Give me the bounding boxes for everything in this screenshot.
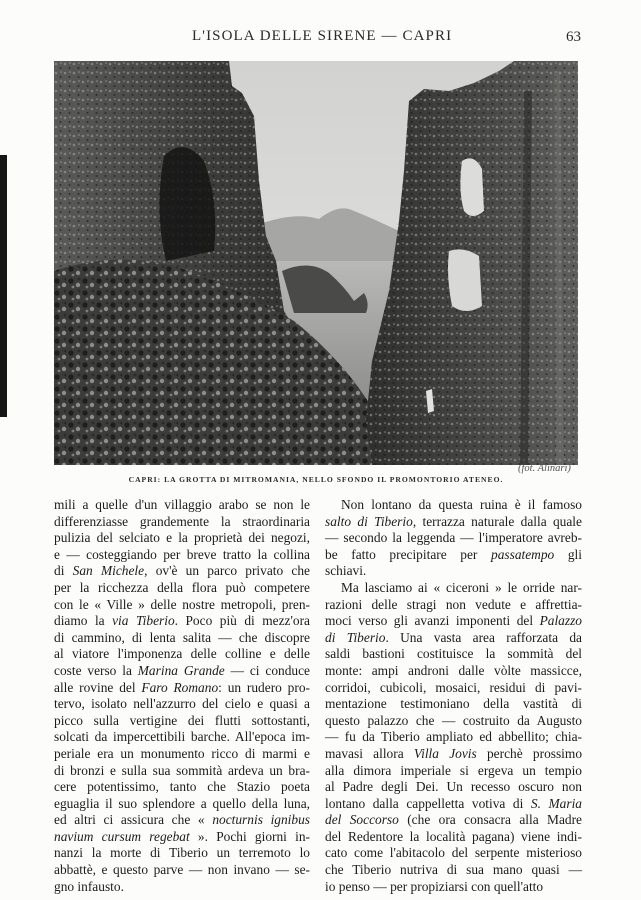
text-line: diamo la via Tiberio. Poco più di mezz'ora xyxy=(54,613,310,629)
running-head xyxy=(0,28,641,48)
text-line: cere potentissimo, tanto che Stazio poeta xyxy=(54,779,310,795)
italic-text: del Soccorso xyxy=(325,812,399,828)
text-line: solcati da impercettibili barche. All'epoca im- xyxy=(54,729,310,745)
text-line: gno infausto. xyxy=(54,878,124,894)
photograph xyxy=(54,61,578,465)
text-line: Non lontano da questa ruina è il famoso xyxy=(341,497,582,512)
italic-text: di Tiberio xyxy=(325,629,386,645)
text-line: del Redentore la località pagana) viene indi- xyxy=(325,828,582,844)
text-line: abbattè, e questo parve — non invano — se- xyxy=(54,862,310,878)
text-line: differenziasse grandemente la straordinaria xyxy=(54,513,310,529)
text-column-right xyxy=(325,497,582,895)
text-line: monte: ampi androni dalle vòlte massicce, xyxy=(325,662,582,678)
italic-text: San Michele xyxy=(72,563,145,579)
text-line: be fatto precipitare per passatempo gli xyxy=(325,546,582,562)
text-column-left xyxy=(54,497,310,895)
text-line: con le « Ville » delle nostre metropoli, pren- xyxy=(54,596,310,612)
text-line: di bronzi e sulla sua sommità ardeva un bra- xyxy=(54,762,310,778)
text-line: periale era un monumento ricco di marmi e xyxy=(54,745,310,761)
text-line: — secondo la leggenda — l'imperatore avreb- xyxy=(325,530,582,546)
text-line: tervo, isolato nell'azzurro del cielo e quasi a xyxy=(54,696,310,712)
paragraph xyxy=(325,580,582,895)
previous-page-edge xyxy=(0,155,7,417)
page-number: 63 xyxy=(566,29,581,45)
italic-text: nocturnis ignibus xyxy=(212,812,311,828)
figure-caption: CAPRI: LA GROTTA DI MITROMANIA, NELLO SFONDO IL PROMONTORIO ATENEO. xyxy=(128,475,504,484)
text-line: questo palazzo che — costruito da Augusto xyxy=(325,712,582,728)
paragraph xyxy=(325,497,582,580)
text-line: del Soccorso (che ora consacra alla Madre xyxy=(325,812,582,828)
italic-text: navium cursum regebat xyxy=(54,828,190,844)
text-line: schiavi. xyxy=(325,563,367,579)
photo-credit: (fot. Alinari) xyxy=(518,463,571,474)
text-line: coste verso la Marina Grande — ci conduce xyxy=(54,662,310,678)
text-line: mavasi allora Villa Jovis perchè prossimo xyxy=(325,745,583,761)
text-line: nanzi la morte di Tiberio un terremoto lo xyxy=(54,845,310,861)
text-line: e — costeggiando per breve tratto la collina xyxy=(54,546,310,562)
text-line: ed altri ci assicura che « nocturnis ignibus xyxy=(54,812,311,828)
italic-text: Faro Romano xyxy=(141,679,219,695)
text-line: picco sulla vertigine dei flutti sottostanti, xyxy=(54,712,310,728)
text-line: corridoi, cubicoli, mosaici, residui di pavi- xyxy=(325,679,582,695)
text-line: di Tiberio. Una vasta area rafforzata da xyxy=(325,629,582,645)
paragraph xyxy=(54,497,310,895)
text-line: — fu da Tiberio ampliato ed abbellito; chia- xyxy=(325,729,582,745)
italic-text: salto di Tiberio xyxy=(325,513,413,529)
italic-text: Villa Jovis xyxy=(413,745,477,761)
text-line: alla dimora imperiale si ergeva un tempio xyxy=(325,762,582,778)
text-line: salto di Tiberio, terrazza naturale dalla quale xyxy=(325,513,582,529)
text-line: per la ricchezza della flora può competere xyxy=(54,579,310,595)
text-line: al Padre degli Dei. Un recesso oscuro non xyxy=(325,779,582,795)
text-line: di San Michele, ov'è un parco privato che xyxy=(54,563,311,579)
text-line: lontano dalla cappelletta votiva di S. Maria xyxy=(325,795,582,811)
text-line: io penso — per propiziarsi con quell'atto xyxy=(325,878,544,894)
text-line: moci verso gli avanzi imponenti del Palazzo xyxy=(325,613,582,629)
text-line: navium cursum regebat ». Pochi giorni in- xyxy=(54,828,310,844)
text-line: Ma lasciamo ai « ciceroni » le orride nar- xyxy=(341,579,582,595)
text-line: saldi bastioni costituisce la sommità del xyxy=(325,646,582,662)
italic-text: via Tiberio xyxy=(112,613,175,629)
text-line: di cammino, di lenta salita — che discopre xyxy=(54,629,310,645)
grotto-photo-illustration xyxy=(54,61,578,465)
text-line: eguaglia il suo splendore a quello della luna, xyxy=(54,795,310,811)
text-line: alle rovine del Faro Romano: un rudero pro- xyxy=(54,679,310,695)
text-line: che Tiberio nutriva di sua mano quasi — xyxy=(325,862,582,878)
italic-text: Marina Grande xyxy=(137,662,225,678)
text-line: razioni delle stragi non vedute e affrettia- xyxy=(325,596,582,612)
running-title: L'ISOLA DELLE SIRENE — CAPRI xyxy=(192,28,453,44)
italic-text: passatempo xyxy=(491,546,555,562)
italic-text: Palazzo xyxy=(539,613,582,629)
text-line: al viatore l'imponenza delle colline e delle xyxy=(54,646,310,662)
italic-text: S. Maria xyxy=(530,795,582,811)
text-line: mentazione testimoniano della vastità di xyxy=(325,696,582,712)
text-line: pulizia del selciato e la proprietà dei negozi, xyxy=(54,530,310,546)
text-line: cato come l'abitacolo del serpente misterioso xyxy=(325,845,582,861)
text-line: mili a quelle d'un villaggio arabo se non le xyxy=(54,497,310,512)
